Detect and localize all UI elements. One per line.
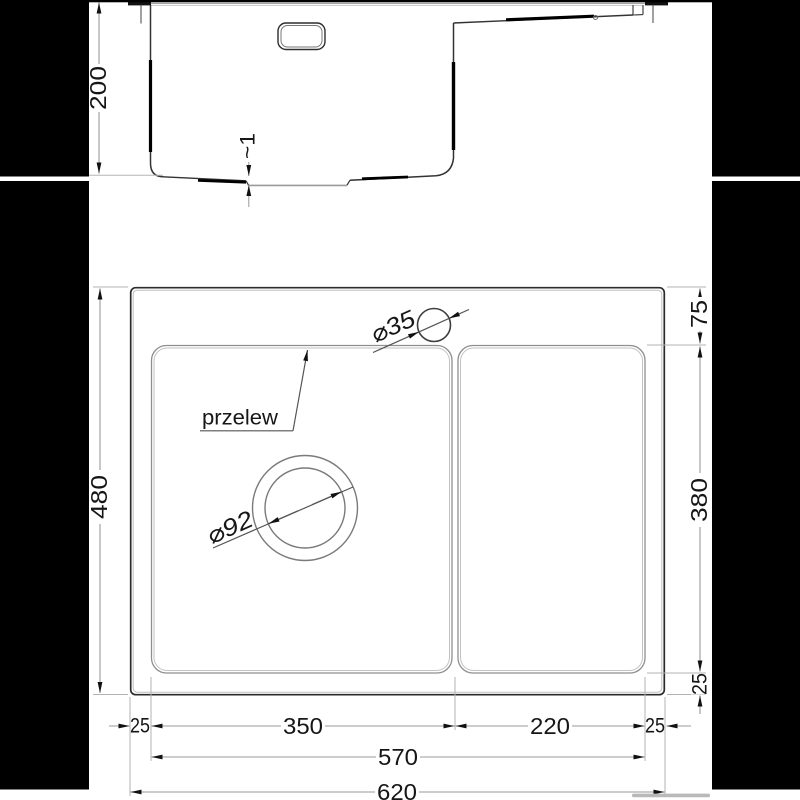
drain-dia-arrow-right	[312, 492, 342, 505]
section-left-wall	[151, 5, 164, 177]
section-bottom-left-seam	[198, 180, 246, 182]
plan-right-bowl-inner	[461, 348, 643, 671]
dim-380-label: 380	[686, 483, 712, 522]
section-drainer-seam	[506, 16, 594, 20]
top-view	[86, 287, 712, 800]
drain-dia-arrow-left	[269, 511, 299, 524]
dim-570-label: 570	[378, 744, 418, 770]
dim-220-label: 220	[530, 713, 570, 739]
section-overflow-hole-inner	[281, 26, 322, 48]
section-view	[85, 1, 668, 207]
dim-200-label: 200	[85, 71, 111, 110]
section-bottom-right-seam	[362, 177, 408, 179]
plan-right-bowl	[458, 346, 645, 674]
faucet-dia-label: ⌀35	[366, 307, 416, 349]
horizontal-scrollbar-thumb[interactable]	[632, 794, 710, 798]
plan-outer-rect	[131, 288, 665, 695]
dim-25-right-vert-label: 25	[688, 671, 712, 695]
left-letterbox-top	[0, 0, 89, 177]
dim-350-label: 350	[283, 713, 323, 739]
section-recess-step-down	[246, 181, 249, 185]
dim-75-label: 75	[686, 302, 712, 328]
dim-480-label: 480	[86, 480, 112, 519]
dim-tilde1-label: ~1	[236, 135, 260, 159]
section-shelf-step	[633, 5, 643, 15]
drain-dia-label: ⌀92	[202, 508, 252, 551]
left-letterbox-bottom	[0, 181, 89, 790]
faucet-dia-chord	[419, 318, 449, 332]
right-letterbox-top	[712, 0, 800, 177]
dim-25-left-label: 25	[130, 714, 150, 738]
faucet-dia-leader-right	[449, 310, 469, 319]
overflow-leader	[293, 350, 308, 431]
overflow-label: przelew	[202, 406, 279, 430]
dim-25-right-label: 25	[645, 714, 665, 738]
section-overflow-hole-outer	[278, 23, 325, 50]
top-border-line	[0, 0, 800, 2]
dim-620-label: 620	[377, 779, 417, 800]
right-letterbox-bottom	[712, 181, 800, 790]
plan-outer-rect-inner	[133, 290, 662, 692]
section-bottom-right-and-wall	[350, 23, 454, 180]
section-recess-step-up	[347, 180, 350, 185]
